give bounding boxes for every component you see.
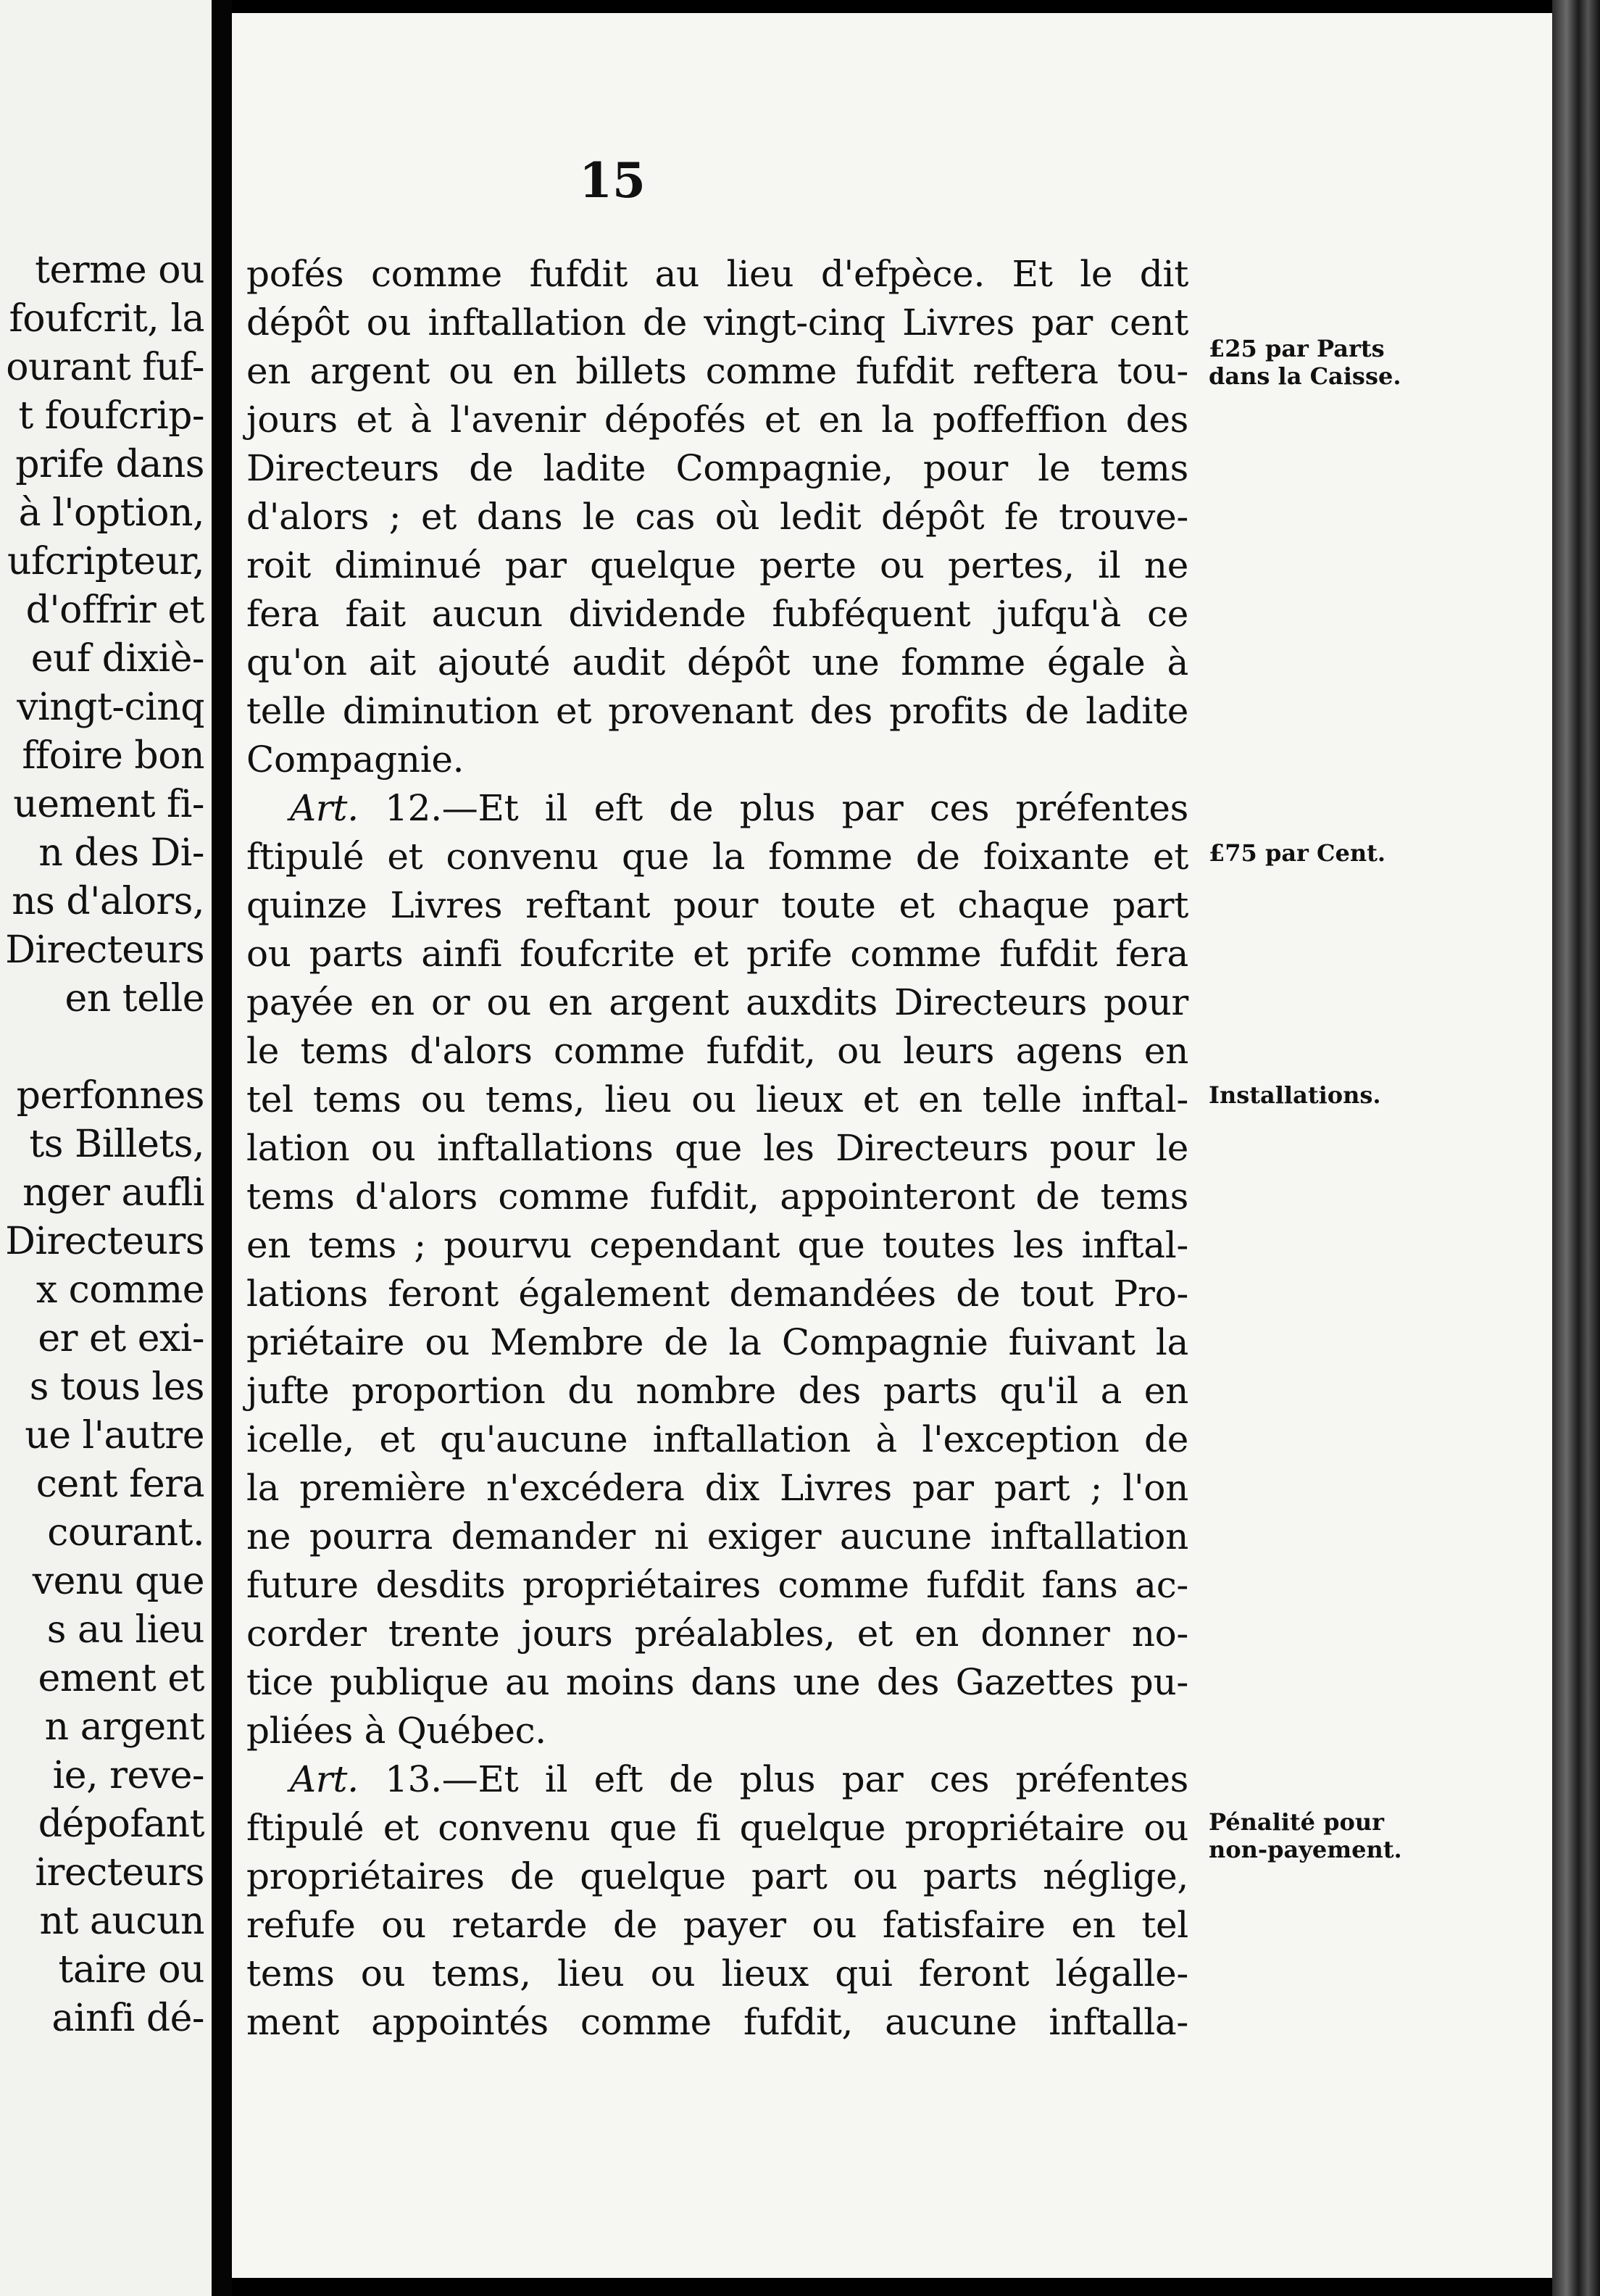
body-line: telle diminution et provenant des profits de ladite <box>246 690 1188 732</box>
body-line: la première n'excédera dix Livres par part ; l'on <box>246 1467 1188 1509</box>
left-page-line: perfonnes <box>16 1074 204 1118</box>
left-page-line: n des Di- <box>38 831 204 875</box>
left-page-line: Directeurs <box>5 1220 204 1263</box>
left-page-line: nt aucun <box>39 1900 204 1943</box>
body-line: jours et à l'avenir dépofés et en la poffeffion des <box>246 399 1188 441</box>
left-page-line <box>0 1023 204 1072</box>
left-page-line: x comme <box>36 1268 204 1312</box>
left-page-line: d'offrir et <box>25 588 204 632</box>
left-page-line: nger aufli <box>22 1171 204 1215</box>
body-line: icelle, et qu'aucune inftallation à l'exception de <box>246 1418 1188 1460</box>
left-page-line: ffoire bon <box>22 734 204 778</box>
body-line: pofés comme fufdit au lieu d'efpèce. Et le dit <box>246 253 1188 295</box>
body-line: priétaire ou Membre de la Compagnie fuivant la <box>246 1321 1188 1363</box>
left-page-line: er et exi- <box>38 1317 204 1360</box>
body-text <box>246 250 1188 2047</box>
body-line: en tems ; pourvu cependant que toutes les inftal- <box>246 1224 1188 1266</box>
left-page-line: prife dans <box>15 443 204 486</box>
body-line: quinze Livres reftant pour toute et chaque part <box>246 884 1188 926</box>
body-line: en argent ou en billets comme fufdit reftera tou- <box>246 350 1188 392</box>
body-line: corder trente jours préalables, et en donner no- <box>246 1613 1188 1655</box>
binding-gutter <box>212 0 232 2296</box>
left-page-line: dépofant <box>38 1802 204 1846</box>
body-line: ftipulé et convenu que la fomme de foixante et <box>246 836 1188 878</box>
left-page-line: ufcripteur, <box>7 540 204 583</box>
body-line: qu'on ait ajouté audit dépôt une fomme égale à <box>246 641 1188 683</box>
left-page-line: s au lieu <box>46 1608 204 1652</box>
left-page-line: s tous les <box>29 1365 204 1409</box>
body-line: dépôt ou inftallation de vingt-cinq Livres par cent <box>246 301 1188 344</box>
margin-note-25-par-parts <box>1209 335 1426 390</box>
body-line: tice publique au moins dans une des Gazettes pu- <box>246 1661 1188 1703</box>
page-edge <box>1552 0 1600 2296</box>
left-page-line: ns d'alors, <box>12 880 204 923</box>
page-number: 15 <box>579 152 646 209</box>
left-page-line: vingt-cinq <box>17 686 204 729</box>
left-page-line: ainfi dé- <box>51 1997 204 2040</box>
body-line: le tems d'alors comme fufdit, ou leurs agens en <box>246 1030 1188 1072</box>
margin-note-penalite <box>1209 1808 1426 1863</box>
left-page-line: taire ou <box>58 1948 204 1992</box>
body-line: ne pourra demander ni exiger aucune inftallation <box>246 1515 1188 1557</box>
margin-note-line: £75 par Cent. <box>1209 839 1386 867</box>
body-line: roit diminué par quelque perte ou pertes, il ne <box>246 544 1188 586</box>
body-line: Compagnie. <box>246 739 464 781</box>
left-page-line: courant. <box>47 1511 204 1555</box>
body-line: tems ou tems, lieu ou lieux qui feront légalle- <box>246 1952 1188 1995</box>
left-page-line: ourant fuf- <box>6 346 204 389</box>
margin-note-line: Pénalité pour <box>1209 1808 1384 1836</box>
left-page-line: en telle <box>64 977 204 1020</box>
left-page-line: uement fi- <box>13 783 204 826</box>
margin-note-line: Installations. <box>1209 1081 1381 1109</box>
margin-note-line: dans la Caisse. <box>1209 362 1401 390</box>
left-page-line: terme ou <box>35 249 204 292</box>
left-page-line: ement et <box>38 1657 204 1700</box>
left-page-line: ts Billets, <box>29 1123 204 1166</box>
left-page-line: t foufcrip- <box>18 394 204 438</box>
body-line: Art. 12.—Et il eft de plus par ces préfentes <box>290 787 1188 829</box>
body-line: lation ou inftallations que les Directeurs pour le <box>246 1127 1188 1169</box>
margin-note-75-par-cent <box>1209 839 1426 867</box>
body-line: refufe ou retarde de payer ou fatisfaire en tel <box>246 1904 1188 1946</box>
left-page-text <box>0 246 204 2043</box>
bleed-through <box>1210 507 1217 533</box>
body-line: tems d'alors comme fufdit, appointeront de tems <box>246 1176 1188 1218</box>
left-page-line: ue l'autre <box>25 1414 204 1457</box>
left-page-line: Directeurs <box>5 928 204 972</box>
left-page-line: à l'option, <box>18 491 204 535</box>
left-facing-page <box>0 0 212 2296</box>
left-page-line: cent fera <box>36 1463 204 1506</box>
left-page-line: n argent <box>44 1705 204 1749</box>
margin-note-line: £25 par Parts <box>1209 335 1385 362</box>
margin-note-installations <box>1209 1081 1426 1109</box>
left-page-line: ie, reve- <box>52 1754 204 1797</box>
left-page-line: euf dixiè- <box>30 637 204 681</box>
body-line: ftipulé et convenu que fi quelque propriétaire ou <box>246 1807 1188 1849</box>
left-page-line: irecteurs <box>35 1851 204 1894</box>
body-line: propriétaires de quelque part ou parts néglige, <box>246 1855 1188 1897</box>
body-line: future desdits propriétaires comme fufdit fans ac- <box>246 1564 1188 1606</box>
body-line: Art. 13.—Et il eft de plus par ces préfentes <box>290 1758 1188 1800</box>
body-line: ou parts ainfi foufcrite et prife comme fufdit fera <box>246 933 1188 975</box>
body-line: fera fait aucun dividende fubféquent jufqu'à ce <box>246 593 1188 635</box>
body-line: pliées à Québec. <box>246 1710 546 1752</box>
body-line: tel tems ou tems, lieu ou lieux et en telle inftal- <box>246 1078 1188 1120</box>
body-line: d'alors ; et dans le cas où ledit dépôt fe trouve- <box>246 496 1188 538</box>
body-line: lations feront également demandées de tout Pro- <box>246 1273 1188 1315</box>
body-line: payée en or ou en argent auxdits Directeurs pour <box>246 981 1188 1023</box>
body-line: jufte proportion du nombre des parts qu'il a en <box>246 1370 1188 1412</box>
left-page-line: foufcrit, la <box>9 297 204 341</box>
margin-note-line: non-payement. <box>1209 1836 1402 1863</box>
left-page-line: venu que <box>32 1560 204 1603</box>
body-line: ment appointés comme fufdit, aucune inftalla- <box>246 2001 1188 2043</box>
body-line: Directeurs de ladite Compagnie, pour le tems <box>246 447 1188 489</box>
